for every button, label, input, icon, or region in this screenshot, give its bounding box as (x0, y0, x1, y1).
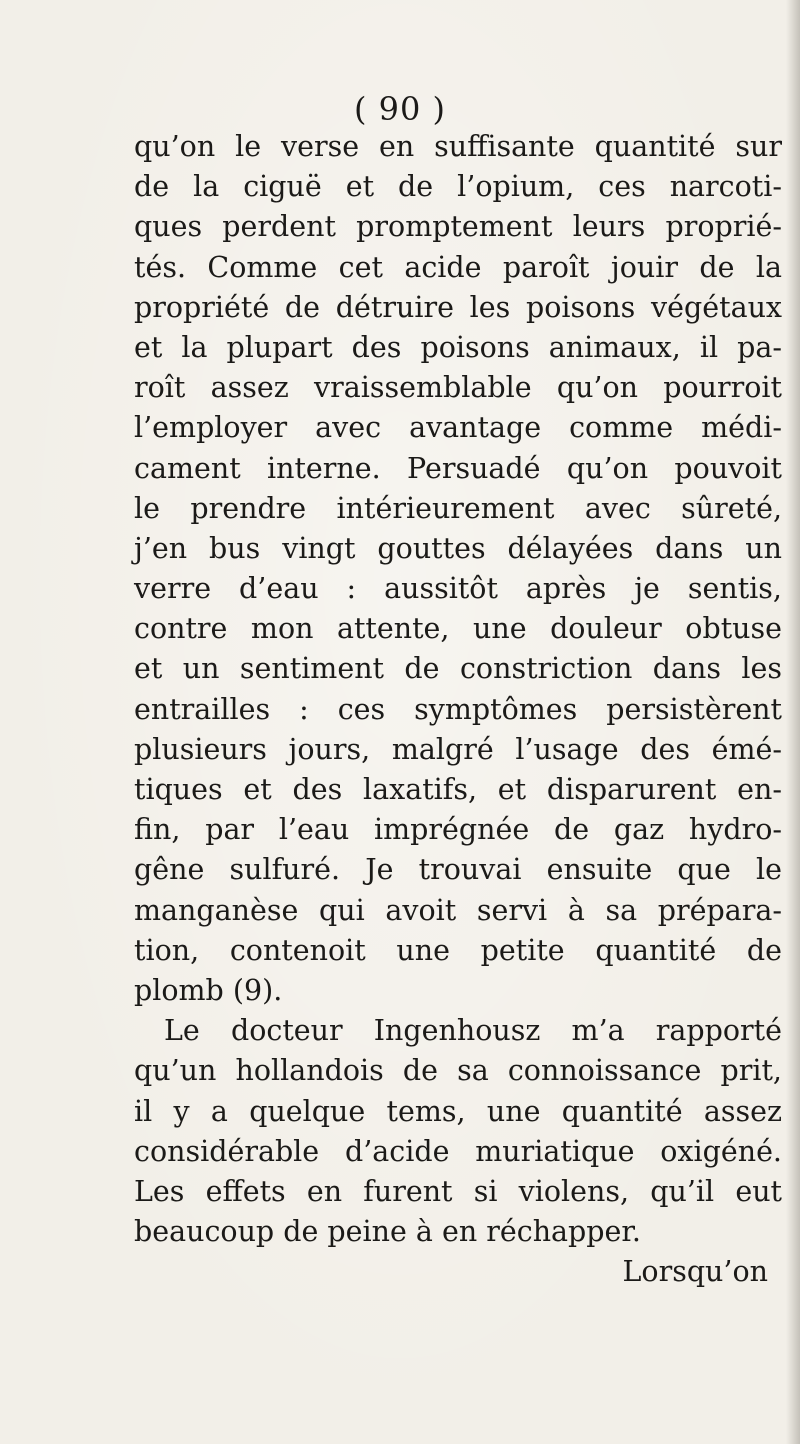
page-edge-shadow (786, 0, 800, 1444)
text-line: et un sentiment de constriction dans les (134, 652, 782, 686)
text-line: cament interne. Persuadé qu’on pouvoit (134, 451, 782, 485)
body-text (134, 127, 782, 1292)
text-line: entrailles : ces symptômes persistèrent (134, 692, 782, 726)
text-line: fin, par l’eau imprégnée de gaz hydro- (134, 813, 782, 847)
text-line: propriété de détruire les poisons végétaux (134, 290, 782, 324)
text-line: manganèse qui avoit servi à sa prépara- (134, 893, 782, 927)
text-line: considérable d’acide muriatique oxigéné. (134, 1134, 782, 1168)
text-line: qu’on le verse en suffisante quantité sur (134, 130, 782, 163)
text-line: et la plupart des poisons animaux, il pa- (134, 330, 782, 364)
text-line: j’en bus vingt gouttes délayées dans un (134, 531, 782, 565)
text-line: tiques et des laxatifs, et disparurent en- (134, 773, 782, 806)
text-line: tés. Comme cet acide paroît jouir de la (134, 250, 782, 284)
text-line: contre mon attente, une douleur obtuse (134, 612, 782, 646)
page-number: ( 90 ) (353, 90, 447, 128)
text-line: tion, contenoit une petite quantité de (134, 933, 782, 967)
text-line: il y a quelque tems, une quantité assez (134, 1094, 782, 1128)
text-line: beaucoup de peine à en réchapper. (134, 1215, 641, 1249)
text-line: roît assez vraissemblable qu’on pourroit (134, 371, 782, 405)
catchword: Lorsqu’on (622, 1255, 768, 1289)
text-line: verre d’eau : aussitôt après je sentis, (134, 572, 782, 606)
text-line: gêne sulfuré. Je trouvai ensuite que le (134, 853, 782, 887)
text-line: ques perdent promptement leurs proprié- (134, 210, 782, 244)
text-line: plomb (9). (134, 973, 283, 1007)
text-line: Le docteur Ingenhousz m’a rapporté (164, 1014, 782, 1048)
text-line: de la ciguë et de l’opium, ces narcoti- (134, 170, 782, 204)
text-line: Les effets en furent si violens, qu’il eut (134, 1174, 782, 1208)
text-line: plusieurs jours, malgré l’usage des émé- (134, 732, 782, 766)
text-line: qu’un hollandois de sa connoissance prit, (134, 1054, 782, 1088)
text-line: l’employer avec avantage comme médi- (134, 411, 782, 445)
text-line: le prendre intérieurement avec sûreté, (134, 491, 782, 525)
